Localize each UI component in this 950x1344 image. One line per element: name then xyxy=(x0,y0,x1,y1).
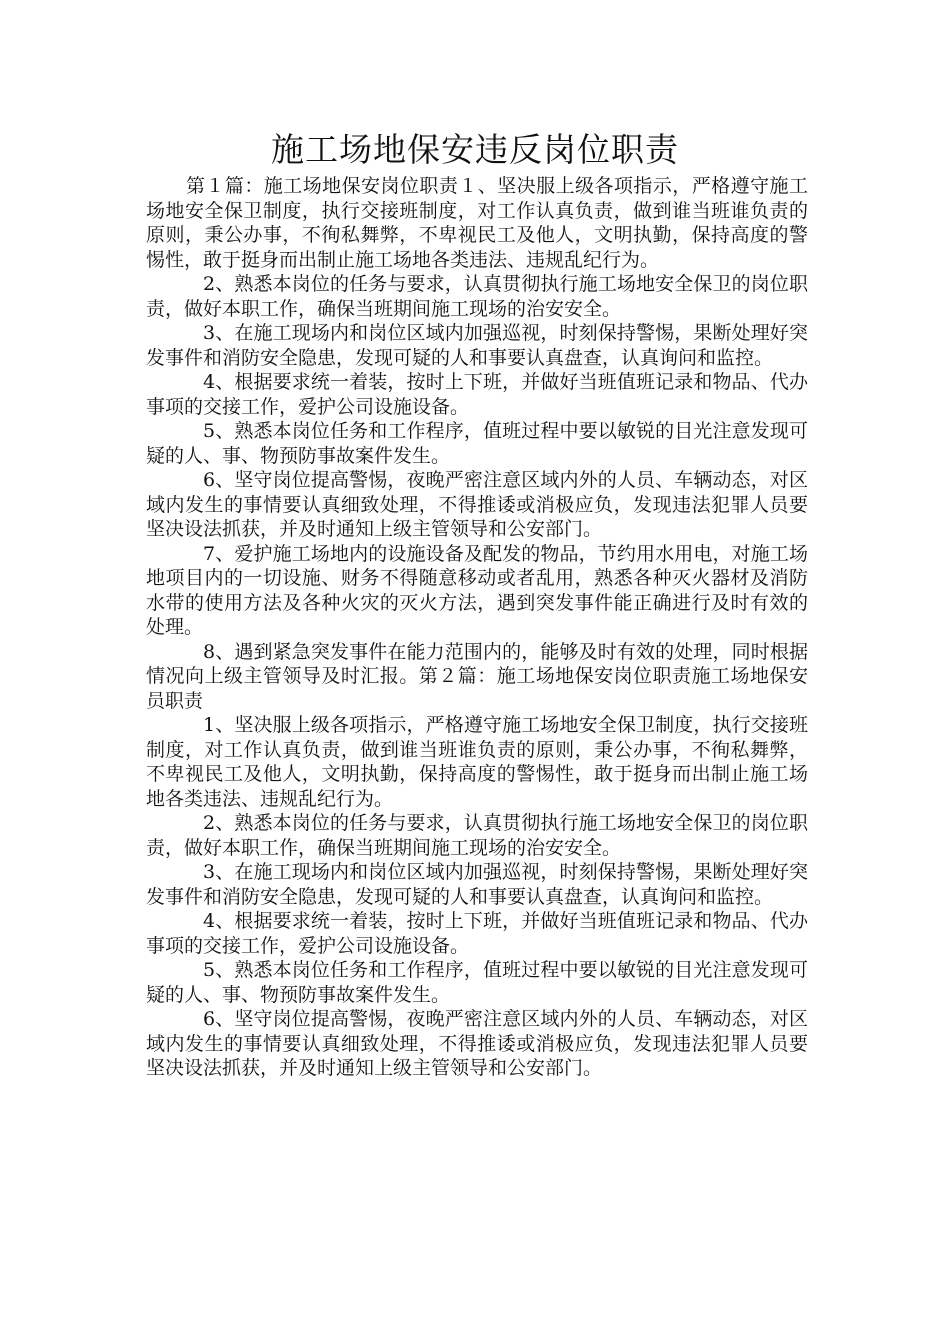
paragraph-6: 6、坚守岗位提高警惕，夜晚严密注意区域内外的人员、车辆动态，对区域内发生的事情要认真细致处理，不得推诿或消极应负，发现违法犯罪人员要坚决设法抓获，并及时通知上级主管领导和公安部门。 xyxy=(146,469,808,540)
paragraph-2: 2、熟悉本岗位的任务与要求，认真贯彻执行施工场地安全保卫的岗位职责，做好本职工作，确保当班期间施工现场的治安安全。 xyxy=(146,273,808,320)
paragraph-1: 第１篇：施工场地保安岗位职责１、坚决服上级各项指示，严格遵守施工场地安全保卫制度，执行交接班制度，对工作认真负责，做到谁当班谁负责的原则，秉公办事，不徇私舞弊，不卑视民工及他人，文明执勤，保持高度的警惕性，敢于挺身而出制止施工场地各类违法、违规乱纪行为。 xyxy=(146,175,808,271)
paragraph-4: 4、根据要求统一着装，按时上下班，并做好当班值班记录和物品、代办事项的交接工作，爱护公司设施设备。 xyxy=(146,371,808,418)
paragraph-5: 5、熟悉本岗位任务和工作程序，值班过程中要以敏锐的目光注意发现可疑的人、事、物预防事故案件发生。 xyxy=(146,420,808,467)
paragraph-8: 8、遇到紧急突发事件在能力范围内的，能够及时有效的处理，同时根据情况向上级主管领导及时汇报。第２篇：施工场地保安岗位职责施工场地保安员职责 xyxy=(146,640,808,712)
paragraph-12: 4、根据要求统一着装，按时上下班，并做好当班值班记录和物品、代办事项的交接工作，爱护公司设施设备。 xyxy=(146,910,808,957)
paragraph-10: 2、熟悉本岗位的任务与要求，认真贯彻执行施工场地安全保卫的岗位职责，做好本职工作，确保当班期间施工现场的治安安全。 xyxy=(146,812,808,859)
paragraph-14: 6、坚守岗位提高警惕，夜晚严密注意区域内外的人员、车辆动态，对区域内发生的事情要认真细致处理，不得推诿或消极应负，发现违法犯罪人员要坚决设法抓获，并及时通知上级主管领导和公安部门。 xyxy=(146,1008,808,1079)
paragraph-13: 5、熟悉本岗位任务和工作程序，值班过程中要以敏锐的目光注意发现可疑的人、事、物预防事故案件发生。 xyxy=(146,959,808,1006)
document-body xyxy=(146,174,808,1081)
paragraph-11: 3、在施工现场内和岗位区域内加强巡视，时刻保持警惕，果断处理好突发事件和消防安全隐患，发现可疑的人和事要认真盘查，认真询问和监控。 xyxy=(146,861,808,908)
paragraph-9: 1、坚决服上级各项指示，严格遵守施工场地安全保卫制度，执行交接班制度，对工作认真负责，做到谁当班谁负责的原则，秉公办事，不徇私舞弊，不卑视民工及他人，文明执勤，保持高度的警惕性，敢于挺身而出制止施工场地各类违法、违规乱纪行为。 xyxy=(146,714,808,810)
paragraph-7: 7、爱护施工场地内的设施设备及配发的物品，节约用水用电，对施工场地项目内的一切设施、财务不得随意移动或者乱用，熟悉各种灭火器材及消防水带的使用方法及各种火灾的灭火方法，遇到突发事件能正确进行及时有效的处理。 xyxy=(146,542,808,638)
document-title: 施工场地保安违反岗位职责 xyxy=(271,130,679,169)
paragraph-3: 3、在施工现场内和岗位区域内加强巡视，时刻保持警惕，果断处理好突发事件和消防安全隐患，发现可疑的人和事要认真盘查，认真询问和监控。 xyxy=(146,322,808,369)
